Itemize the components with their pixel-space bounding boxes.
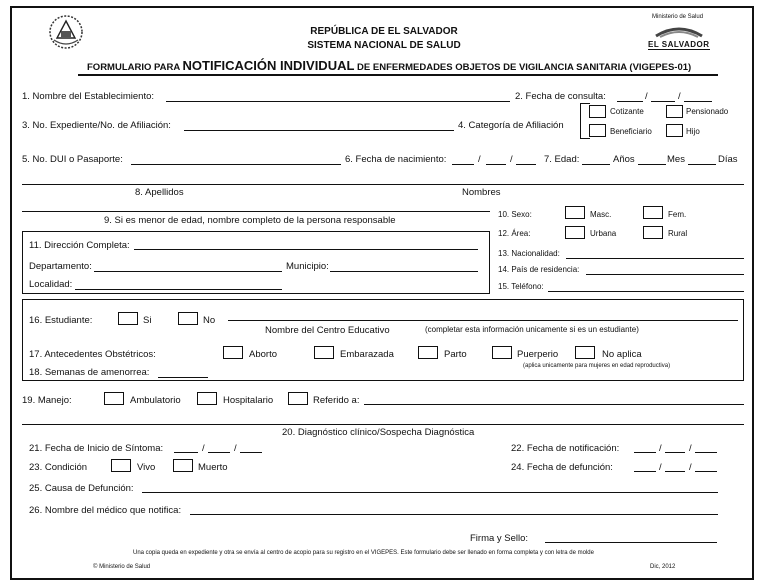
notificacion-ano[interactable] — [695, 442, 717, 453]
checkbox-ambulatorio[interactable] — [104, 392, 124, 405]
label-expediente: 3. No. Expediente/No. de Afiliación: — [22, 120, 171, 131]
notificacion-dia[interactable] — [634, 442, 656, 453]
dui-input[interactable] — [131, 154, 341, 165]
checkbox-pensionado[interactable] — [666, 105, 683, 118]
title-rule — [78, 74, 718, 76]
label-defuncion: 24. Fecha de defunción: — [511, 462, 613, 473]
municipio-input[interactable] — [330, 261, 478, 272]
checkbox-beneficiario[interactable] — [589, 124, 606, 137]
responsable-line[interactable] — [22, 211, 490, 212]
defuncion-dia[interactable] — [634, 461, 656, 472]
ministry-logo-icon: Ministerio de Salud EL SALVADOR — [648, 14, 710, 49]
label-manejo: 19. Manejo: — [22, 395, 72, 406]
direccion-input[interactable] — [134, 239, 478, 250]
checkbox-estudiante-si[interactable] — [118, 312, 138, 325]
establecimiento-input[interactable] — [166, 91, 510, 102]
label-municipio: Municipio: — [286, 261, 329, 272]
sintoma-dia[interactable] — [174, 442, 198, 453]
label-condicion: 23. Condición — [29, 462, 88, 473]
defuncion-mes[interactable] — [665, 461, 685, 472]
checkbox-masc[interactable] — [565, 206, 585, 219]
footer-note: Una copia queda en expediente y otra se envía al centro de acopio para su registro en el VIGEPES. Este formulario debe ser llenado en forma completa y con letra de molde — [133, 550, 594, 556]
departamento-input[interactable] — [94, 261, 282, 272]
referido-input[interactable] — [364, 394, 744, 405]
label-fecha-consulta: 2. Fecha de consulta: — [515, 91, 606, 102]
label-firma: Firma y Sello: — [470, 533, 529, 544]
header-country: REPÚBLICA DE EL SALVADOR — [310, 26, 458, 37]
sintoma-mes[interactable] — [208, 442, 230, 453]
checkbox-muerto[interactable] — [173, 459, 193, 472]
label-departamento: Departamento: — [29, 261, 92, 272]
pais-residencia-input[interactable] — [586, 264, 744, 275]
edad-anos-input[interactable] — [582, 154, 610, 165]
nacimiento-mes[interactable] — [486, 154, 506, 165]
causa-defuncion-input[interactable] — [142, 482, 718, 493]
label-localidad: Localidad: — [29, 279, 73, 290]
label-establecimiento: 1. Nombre del Establecimiento: — [22, 91, 155, 102]
checkbox-no-aplica[interactable] — [575, 346, 595, 359]
checkbox-puerperio[interactable] — [492, 346, 512, 359]
label-diagnostico: 20. Diagnóstico clínico/Sospecha Diagnóstica — [282, 427, 475, 438]
checkbox-cotizante[interactable] — [589, 105, 606, 118]
checkbox-urbana[interactable] — [565, 226, 585, 239]
label-semanas: 18. Semanas de amenorrea: — [29, 367, 150, 378]
edad-dias-input[interactable] — [688, 154, 716, 165]
apellidos-line[interactable] — [22, 184, 744, 185]
diagnostico-line[interactable] — [22, 424, 744, 425]
nacimiento-dia[interactable] — [452, 154, 474, 165]
label-edad: 7. Edad: — [544, 154, 580, 165]
firma-input[interactable] — [545, 532, 717, 543]
checkbox-aborto[interactable] — [223, 346, 243, 359]
label-fecha-nacimiento: 6. Fecha de nacimiento: — [345, 154, 447, 165]
checkbox-hijo[interactable] — [666, 124, 683, 137]
footer-date: Dic, 2012 — [650, 564, 676, 570]
checkbox-hospitalario[interactable] — [197, 392, 217, 405]
checkbox-estudiante-no[interactable] — [178, 312, 198, 325]
label-estudiante: 16. Estudiante: — [29, 315, 93, 326]
label-apellidos: 8. Apellidos — [135, 187, 184, 198]
label-centro-educativo: Nombre del Centro Educativo — [265, 325, 390, 336]
label-nombres: Nombres — [462, 187, 501, 198]
sintoma-ano[interactable] — [240, 442, 262, 453]
checkbox-rural[interactable] — [643, 226, 663, 239]
label-medico: 26. Nombre del médico que notifica: — [29, 505, 182, 516]
fecha-consulta-ano[interactable] — [684, 91, 712, 102]
checkbox-referido[interactable] — [288, 392, 308, 405]
edad-mes-input[interactable] — [638, 154, 666, 165]
semanas-input[interactable] — [158, 367, 208, 378]
label-direccion: 11. Dirección Completa: — [29, 240, 130, 251]
label-dui: 5. No. DUI o Pasaporte: — [22, 154, 123, 165]
medico-input[interactable] — [190, 504, 718, 515]
footer-copyright: © Ministerio de Salud — [93, 564, 151, 570]
form-title: FORMULARIO PARA NOTIFICACIÓN INDIVIDUAL DE ENFERMEDADES OBJETOS DE VIGILANCIA SANITARIA (VIGEPES-01) — [87, 58, 692, 73]
nacimiento-ano[interactable] — [516, 154, 536, 165]
nacionalidad-input[interactable] — [566, 248, 744, 259]
checkbox-vivo[interactable] — [111, 459, 131, 472]
label-notificacion: 22. Fecha de notificación: — [511, 443, 620, 454]
label-inicio-sintoma: 21. Fecha de Inicio de Síntoma: — [29, 443, 164, 454]
checkbox-fem[interactable] — [643, 206, 663, 219]
centro-educativo-line[interactable] — [228, 320, 738, 321]
label-categoria: 4. Categoría de Afiliación — [458, 120, 564, 131]
label-antecedentes: 17. Antecedentes Obstétricos: — [29, 349, 156, 360]
telefono-input[interactable] — [548, 281, 744, 292]
checkbox-parto[interactable] — [418, 346, 438, 359]
notificacion-mes[interactable] — [665, 442, 685, 453]
fecha-consulta-dia[interactable] — [617, 91, 643, 102]
label-responsable: 9. Si es menor de edad, nombre completo de la persona responsable — [104, 215, 396, 226]
header-system: SISTEMA NACIONAL DE SALUD — [307, 40, 461, 51]
fecha-consulta-mes[interactable] — [651, 91, 675, 102]
localidad-input[interactable] — [75, 279, 282, 290]
defuncion-ano[interactable] — [695, 461, 717, 472]
checkbox-embarazada[interactable] — [314, 346, 334, 359]
expediente-input[interactable] — [184, 120, 454, 131]
label-causa-defuncion: 25. Causa de Defunción: — [29, 483, 134, 494]
